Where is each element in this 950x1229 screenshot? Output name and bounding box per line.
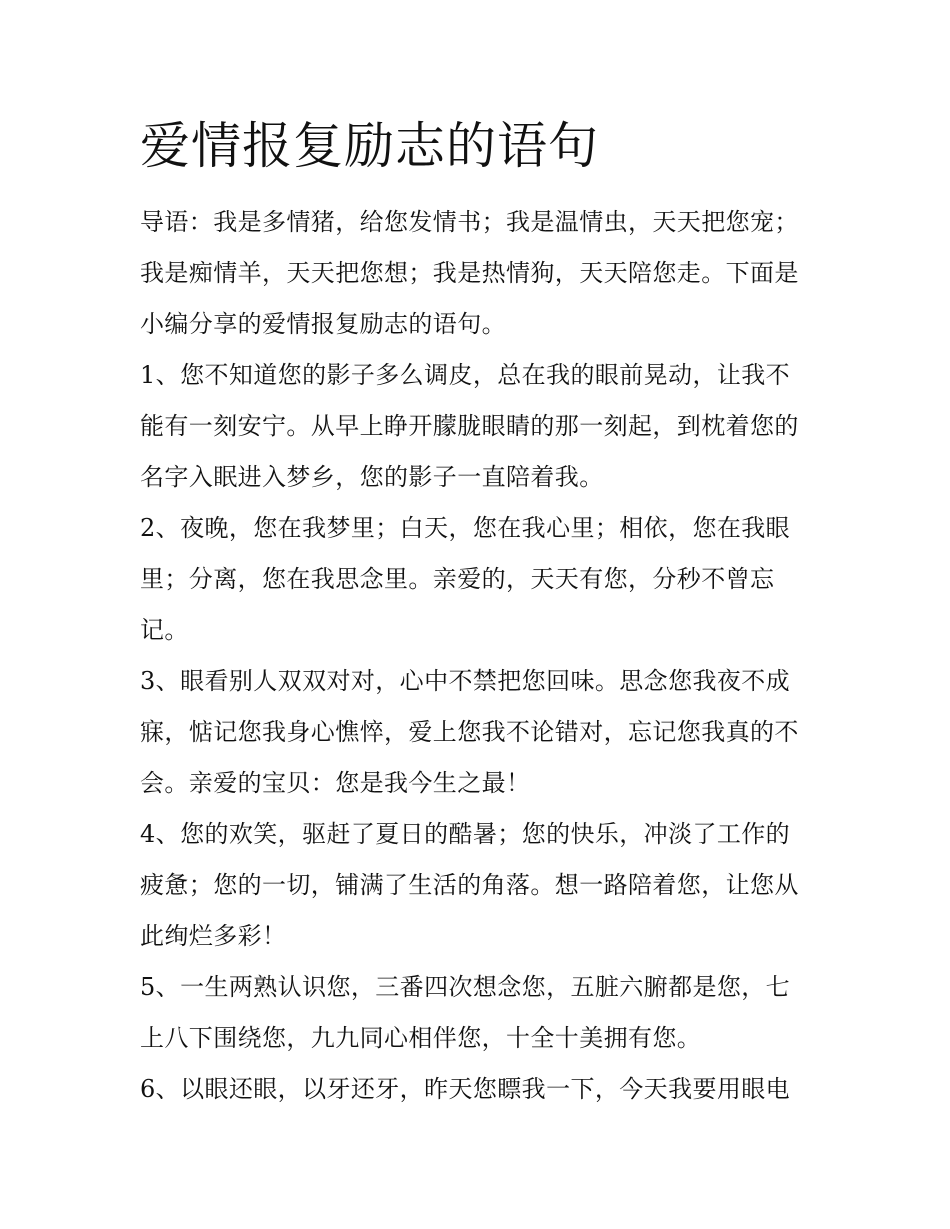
item-5-line: 上八下围绕您，九九同心相伴您，十全十美拥有您。 xyxy=(140,1024,702,1052)
intro-line: 我是痴情羊，天天把您想；我是热情狗，天天陪您走。下面是 xyxy=(140,259,799,287)
item-3-line: 3、眼看别人双双对对，心中不禁把您回味。思念您我夜不成 xyxy=(140,667,791,695)
item-2-line: 2、夜晚，您在我梦里；白天，您在我心里；相依，您在我眼 xyxy=(140,514,791,542)
item-1-line: 名字入眠进入梦乡，您的影子一直陪着我。 xyxy=(140,463,604,491)
item-2-line: 里；分离，您在我思念里。亲爱的，天天有您，分秒不曾忘 xyxy=(140,565,775,593)
item-1-line: 能有一刻安宁。从早上睁开朦胧眼睛的那一刻起，到枕着您的 xyxy=(140,412,799,440)
item-5-line: 5、一生两熟认识您，三番四次想念您，五脏六腑都是您，七 xyxy=(140,973,791,1001)
item-4-line: 4、您的欢笑，驱赶了夏日的酷暑；您的快乐，冲淡了工作的 xyxy=(140,820,791,848)
item-1-line: 1、您不知道您的影子多么调皮，总在我的眼前晃动，让我不 xyxy=(140,361,791,389)
item-3-line: 会。亲爱的宝贝：您是我今生之最！ xyxy=(140,769,531,797)
intro-line: 导语：我是多情猪，给您发情书；我是温情虫，天天把您宠； xyxy=(140,208,799,236)
item-2-line: 记。 xyxy=(140,616,189,644)
document-title: 爱情报复励志的语句 xyxy=(140,117,599,175)
item-6-line: 6、以眼还眼，以牙还牙，昨天您瞟我一下，今天我要用眼电 xyxy=(140,1075,791,1103)
document-body xyxy=(140,197,820,1115)
intro-line: 小编分享的爱情报复励志的语句。 xyxy=(140,310,506,338)
document-page xyxy=(140,0,820,1229)
item-4-line: 疲惫；您的一切，铺满了生活的角落。想一路陪着您，让您从 xyxy=(140,871,799,899)
item-4-line: 此绚烂多彩！ xyxy=(140,922,287,950)
item-3-line: 寐，惦记您我身心憔悴，爱上您我不论错对，忘记您我真的不 xyxy=(140,718,799,746)
